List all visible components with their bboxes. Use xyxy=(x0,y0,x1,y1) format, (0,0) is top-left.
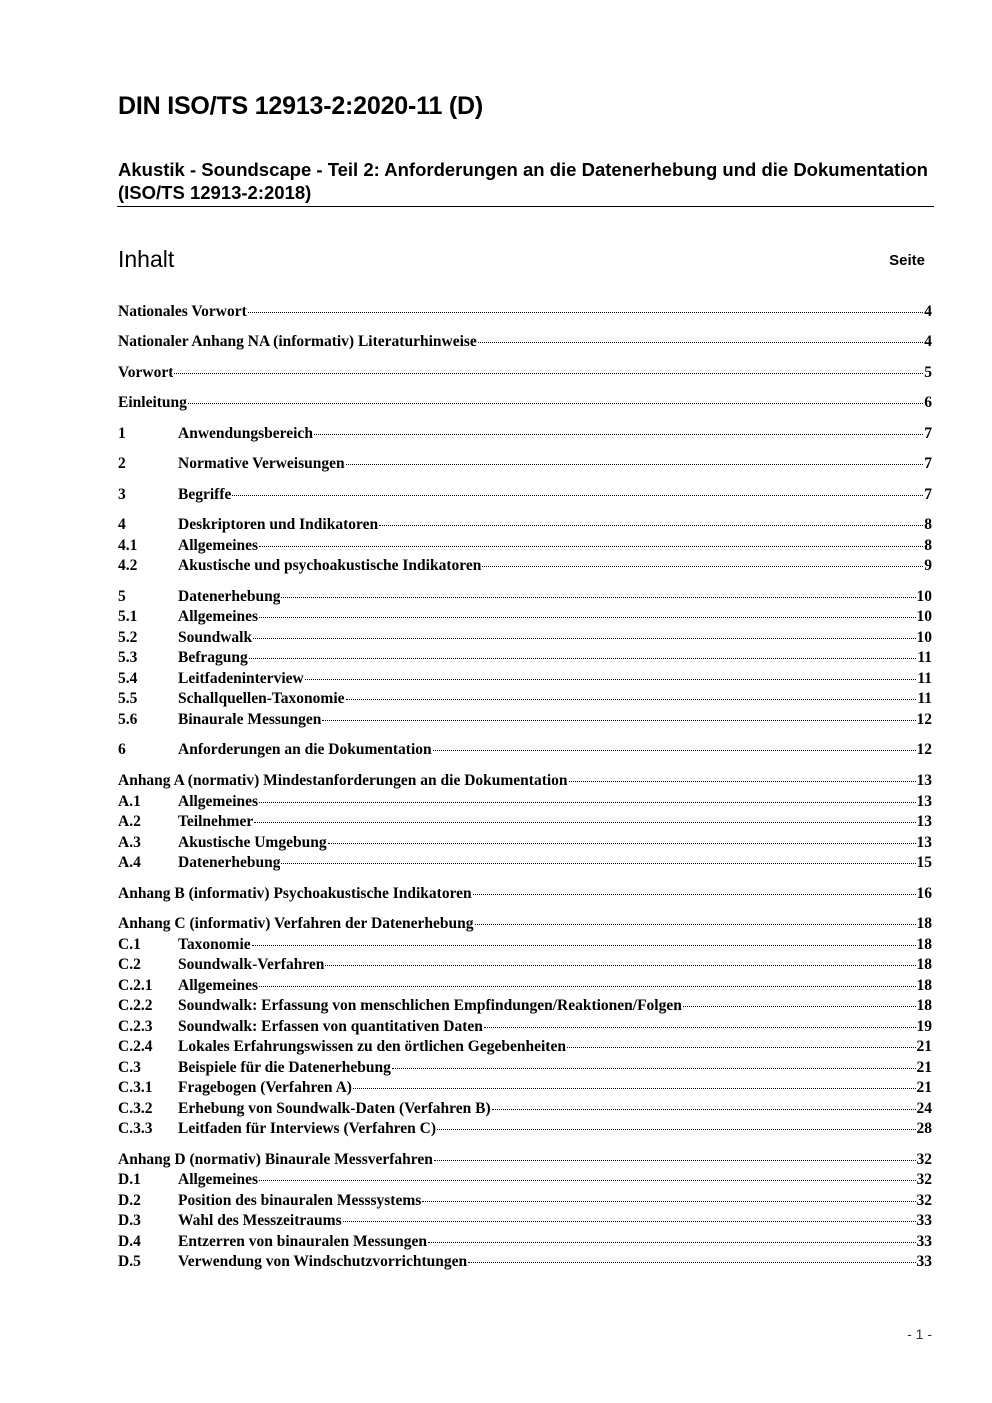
toc-entry-number: A.4 xyxy=(118,854,141,871)
toc-heading: Inhalt xyxy=(118,246,175,272)
toc-entry-number: 5.5 xyxy=(118,690,138,707)
toc-entry-page: 13 xyxy=(916,793,932,810)
toc-dot-leader xyxy=(328,843,916,844)
toc-entry-number: 5 xyxy=(118,588,126,605)
toc-entry-title: Lokales Erfahrungswissen zu den örtlichen Gegebenheiten xyxy=(178,1038,566,1055)
toc-entry-page: 18 xyxy=(916,977,932,994)
toc-entry-page: 11 xyxy=(917,690,932,707)
toc-dot-leader xyxy=(281,597,915,598)
toc-entry-page: 21 xyxy=(916,1038,932,1055)
toc-entry-title: Leitfadeninterview xyxy=(178,670,304,687)
toc-entry-title: Begriffe xyxy=(178,486,232,503)
toc-dot-leader xyxy=(259,546,923,547)
title-divider xyxy=(117,206,934,207)
toc-entry-title: Verwendung von Windschutzvorrichtungen xyxy=(178,1253,468,1270)
toc-entry-page: 33 xyxy=(916,1212,932,1229)
toc-entry-title: Soundwalk-Verfahren xyxy=(178,956,325,973)
toc-dot-leader xyxy=(683,1006,916,1007)
toc-dot-leader xyxy=(343,1221,916,1222)
toc-dot-leader xyxy=(281,863,915,864)
toc-entry-number: C.2.4 xyxy=(118,1038,153,1055)
toc-entry-title: Entzerren von binauralen Messungen xyxy=(178,1233,428,1250)
toc-entry-number: C.2.2 xyxy=(118,997,153,1014)
toc-entry-page: 32 xyxy=(916,1192,932,1209)
toc-entry-title: Datenerhebung xyxy=(178,854,281,871)
toc-entry-number: 5.1 xyxy=(118,608,138,625)
toc-entry[interactable] xyxy=(118,1037,932,1057)
toc-entry[interactable] xyxy=(118,1017,932,1037)
toc-entry[interactable] xyxy=(118,792,932,812)
toc-entry[interactable] xyxy=(118,1058,932,1078)
toc-dot-leader xyxy=(379,525,923,526)
toc-entry-page: 11 xyxy=(917,649,932,666)
toc-entry[interactable] xyxy=(118,424,932,444)
toc-entry[interactable] xyxy=(118,628,932,648)
toc-entry-title: Akustische Umgebung xyxy=(178,834,327,851)
toc-dot-leader xyxy=(188,403,923,404)
toc-entry[interactable] xyxy=(118,363,932,383)
toc-entry-number: C.3.2 xyxy=(118,1100,153,1117)
document-subtitle: Akustik - Soundscape - Teil 2: Anforderungen an die Datenerhebung und die Dokumentation (ISO/TS 12913-2:2018) xyxy=(118,159,928,203)
toc-entry[interactable] xyxy=(118,1191,932,1211)
toc-entry-title: Schallquellen-Taxonomie xyxy=(178,690,345,707)
toc-entry[interactable] xyxy=(118,996,932,1016)
toc-dot-leader xyxy=(259,1180,915,1181)
toc-entry[interactable] xyxy=(118,884,932,904)
toc-entry[interactable] xyxy=(118,833,932,853)
toc-dot-leader xyxy=(428,1242,915,1243)
toc-dot-leader xyxy=(353,1088,916,1089)
toc-entry[interactable] xyxy=(118,1099,932,1119)
toc-dot-leader xyxy=(249,658,917,659)
toc-dot-leader xyxy=(174,373,923,374)
toc-entry-number: 1 xyxy=(118,425,126,442)
toc-entry[interactable] xyxy=(118,914,932,934)
toc-entry[interactable] xyxy=(118,1119,932,1139)
toc-dot-leader xyxy=(433,750,916,751)
toc-entry-number: 3 xyxy=(118,486,126,503)
toc-entry-page: 7 xyxy=(924,425,932,442)
toc-entry-page: 13 xyxy=(916,834,932,851)
toc-dot-leader xyxy=(248,312,924,313)
toc-dot-leader xyxy=(322,720,915,721)
toc-entry-page: 19 xyxy=(916,1018,932,1035)
toc-entry-number: C.2.1 xyxy=(118,977,153,994)
toc-entry-page: 15 xyxy=(916,854,932,871)
toc-entry-title: Allgemeines xyxy=(178,793,259,810)
toc-entry-title: Anwendungsbereich xyxy=(178,425,313,442)
toc-entry-number: 4 xyxy=(118,516,126,533)
toc-entry-page: 21 xyxy=(916,1059,932,1076)
toc-entry[interactable] xyxy=(118,485,932,505)
toc-entry-number: D.1 xyxy=(118,1171,141,1188)
toc-entry-page: 12 xyxy=(916,741,932,758)
toc-entry-title: Allgemeines xyxy=(178,608,259,625)
toc-entry-page: 21 xyxy=(916,1079,932,1096)
toc-entry-number: A.1 xyxy=(118,793,141,810)
toc-entry-title: Soundwalk xyxy=(178,629,253,646)
toc-entry-page: 8 xyxy=(924,516,932,533)
toc-entry-page: 18 xyxy=(916,997,932,1014)
toc-entry[interactable] xyxy=(118,302,932,322)
toc-entry-title: Allgemeines xyxy=(178,1171,259,1188)
toc-entry[interactable] xyxy=(118,515,932,535)
toc-entry-title: Einleitung xyxy=(118,394,187,411)
page-column-label: Seite xyxy=(889,252,925,269)
toc-entry[interactable] xyxy=(118,648,932,668)
toc-entry[interactable] xyxy=(118,1078,932,1098)
toc-entry-number: 2 xyxy=(118,455,126,472)
toc-dot-leader xyxy=(253,638,915,639)
toc-entry-title: Position des binauralen Messsystems xyxy=(178,1192,422,1209)
toc-entry[interactable] xyxy=(118,710,932,730)
toc-entry-title: Leitfaden für Interviews (Verfahren C) xyxy=(178,1120,437,1137)
toc-entry-number: C.3 xyxy=(118,1059,141,1076)
toc-entry-page: 8 xyxy=(924,537,932,554)
toc-entry-number: 5.6 xyxy=(118,711,138,728)
toc-entry-title: Fragebogen (Verfahren A) xyxy=(178,1079,352,1096)
toc-entry[interactable] xyxy=(118,454,932,474)
toc-entry-page: 16 xyxy=(916,885,932,902)
toc-entry-page: 33 xyxy=(916,1233,932,1250)
toc-entry[interactable] xyxy=(118,556,932,576)
document-title: DIN ISO/TS 12913-2:2020-11 (D) xyxy=(118,92,483,120)
toc-entry[interactable] xyxy=(118,1170,932,1190)
toc-entry[interactable] xyxy=(118,1252,932,1272)
toc-entry-page: 4 xyxy=(924,333,932,350)
toc-dot-leader xyxy=(567,1047,916,1048)
toc-entry[interactable] xyxy=(118,812,932,832)
toc-dot-leader xyxy=(434,1160,916,1161)
toc-dot-leader xyxy=(437,1129,915,1130)
toc-dot-leader xyxy=(325,965,915,966)
toc-entry-title: Soundwalk: Erfassung von menschlichen Empfindungen/Reaktionen/Folgen xyxy=(178,997,682,1014)
toc-entry[interactable] xyxy=(118,771,932,791)
toc-entry-number: 5.4 xyxy=(118,670,138,687)
toc-entry[interactable] xyxy=(118,853,932,873)
toc-entry-page: 10 xyxy=(916,588,932,605)
toc-entry[interactable] xyxy=(118,1211,932,1231)
toc-entry-title: Allgemeines xyxy=(178,537,259,554)
toc-entry-title: Beispiele für die Datenerhebung xyxy=(178,1059,391,1076)
toc-entry-title: Taxonomie xyxy=(178,936,251,953)
toc-entry-page: 13 xyxy=(916,813,932,830)
toc-entry-page: 6 xyxy=(924,394,932,411)
toc-entry-page: 32 xyxy=(916,1171,932,1188)
toc-entry-number: C.1 xyxy=(118,936,141,953)
page-number: - 1 - xyxy=(907,1326,932,1342)
toc-entry[interactable] xyxy=(118,1150,932,1170)
toc-entry-page: 9 xyxy=(924,557,932,574)
toc-entry-number: 5.2 xyxy=(118,629,138,646)
toc-entry-number: C.3.3 xyxy=(118,1120,153,1137)
toc-entry-title: Erhebung von Soundwalk-Daten (Verfahren B) xyxy=(178,1100,491,1117)
toc-dot-leader xyxy=(259,986,915,987)
toc-entry-page: 28 xyxy=(916,1120,932,1137)
toc-entry-title: Anhang B (informativ) Psychoakustische Indikatoren xyxy=(118,885,472,902)
toc-entry-number: C.2 xyxy=(118,956,141,973)
toc-dot-leader xyxy=(484,1027,916,1028)
toc-entry-page: 7 xyxy=(924,455,932,472)
toc-entry-page: 24 xyxy=(916,1100,932,1117)
toc-entry[interactable] xyxy=(118,935,932,955)
toc-entry[interactable] xyxy=(118,740,932,760)
toc-entry[interactable] xyxy=(118,976,932,996)
toc-entry-number: 4.2 xyxy=(118,557,138,574)
toc-entry[interactable] xyxy=(118,587,932,607)
toc-entry-page: 4 xyxy=(924,303,932,320)
toc-dot-leader xyxy=(475,924,916,925)
toc-entry-page: 12 xyxy=(916,711,932,728)
toc-entry-page: 5 xyxy=(924,364,932,381)
toc-entry-title: Datenerhebung xyxy=(178,588,281,605)
toc-dot-leader xyxy=(422,1201,915,1202)
toc-dot-leader xyxy=(232,495,923,496)
toc-entry-title: Soundwalk: Erfassen von quantitativen Daten xyxy=(178,1018,483,1035)
toc-entry-title: Nationaler Anhang NA (informativ) Literaturhinweise xyxy=(118,333,477,350)
toc-dot-leader xyxy=(259,617,915,618)
toc-entry-page: 7 xyxy=(924,486,932,503)
toc-entry-page: 18 xyxy=(916,956,932,973)
toc-entry-page: 10 xyxy=(916,608,932,625)
toc-entry-number: A.2 xyxy=(118,813,141,830)
toc-entry[interactable] xyxy=(118,332,932,352)
toc-dot-leader xyxy=(473,894,916,895)
toc-entry[interactable] xyxy=(118,607,932,627)
toc-entry[interactable] xyxy=(118,955,932,975)
toc-dot-leader xyxy=(252,945,916,946)
toc-entry-title: Nationales Vorwort xyxy=(118,303,247,320)
toc-entry-title: Akustische und psychoakustische Indikatoren xyxy=(178,557,482,574)
toc-dot-leader xyxy=(346,464,924,465)
toc-entry-page: 18 xyxy=(916,915,932,932)
toc-dot-leader xyxy=(254,822,915,823)
toc-entry[interactable] xyxy=(118,689,932,709)
toc-entry-page: 11 xyxy=(917,670,932,687)
toc-entry-page: 18 xyxy=(916,936,932,953)
toc-entry-number: D.5 xyxy=(118,1253,141,1270)
toc-entry-title: Binaurale Messungen xyxy=(178,711,322,728)
toc-entry-page: 33 xyxy=(916,1253,932,1270)
toc-entry-number: D.4 xyxy=(118,1233,141,1250)
toc-entry-title: Allgemeines xyxy=(178,977,259,994)
toc-entry-title: Anhang C (informativ) Verfahren der Datenerhebung xyxy=(118,915,474,932)
toc-dot-leader xyxy=(346,699,917,700)
toc-entry-page: 10 xyxy=(916,629,932,646)
toc-entry-title: Anhang A (normativ) Mindestanforderungen an die Dokumentation xyxy=(118,772,568,789)
toc-entry-title: Anforderungen an die Dokumentation xyxy=(178,741,432,758)
toc-entry-number: 5.3 xyxy=(118,649,138,666)
toc-entry-page: 13 xyxy=(916,772,932,789)
toc-entry-number: C.2.3 xyxy=(118,1018,153,1035)
toc-entry[interactable] xyxy=(118,393,932,413)
toc-entry-number: 6 xyxy=(118,741,126,758)
toc-dot-leader xyxy=(569,781,916,782)
toc-entry[interactable] xyxy=(118,536,932,556)
toc-entry[interactable] xyxy=(118,669,932,689)
toc-entry-title: Deskriptoren und Indikatoren xyxy=(178,516,379,533)
toc-entry-number: D.3 xyxy=(118,1212,141,1229)
toc-dot-leader xyxy=(482,566,923,567)
toc-dot-leader xyxy=(478,342,923,343)
toc-entry-page: 32 xyxy=(916,1151,932,1168)
toc-dot-leader xyxy=(468,1262,915,1263)
toc-entry-title: Anhang D (normativ) Binaurale Messverfahren xyxy=(118,1151,433,1168)
toc-entry-number: A.3 xyxy=(118,834,141,851)
toc-entry[interactable] xyxy=(118,1232,932,1252)
toc-entry-title: Wahl des Messzeitraums xyxy=(178,1212,342,1229)
toc-dot-leader xyxy=(314,434,923,435)
toc-entry-title: Teilnehmer xyxy=(178,813,254,830)
toc-dot-leader xyxy=(392,1068,916,1069)
toc-entry-title: Vorwort xyxy=(118,364,174,381)
toc-entry-number: D.2 xyxy=(118,1192,141,1209)
toc-entry-title: Normative Verweisungen xyxy=(178,455,345,472)
toc-entry-title: Befragung xyxy=(178,649,248,666)
toc-dot-leader xyxy=(492,1109,916,1110)
toc-entry-number: C.3.1 xyxy=(118,1079,153,1096)
toc-dot-leader xyxy=(305,679,917,680)
toc-entry-number: 4.1 xyxy=(118,537,138,554)
toc-dot-leader xyxy=(259,802,915,803)
